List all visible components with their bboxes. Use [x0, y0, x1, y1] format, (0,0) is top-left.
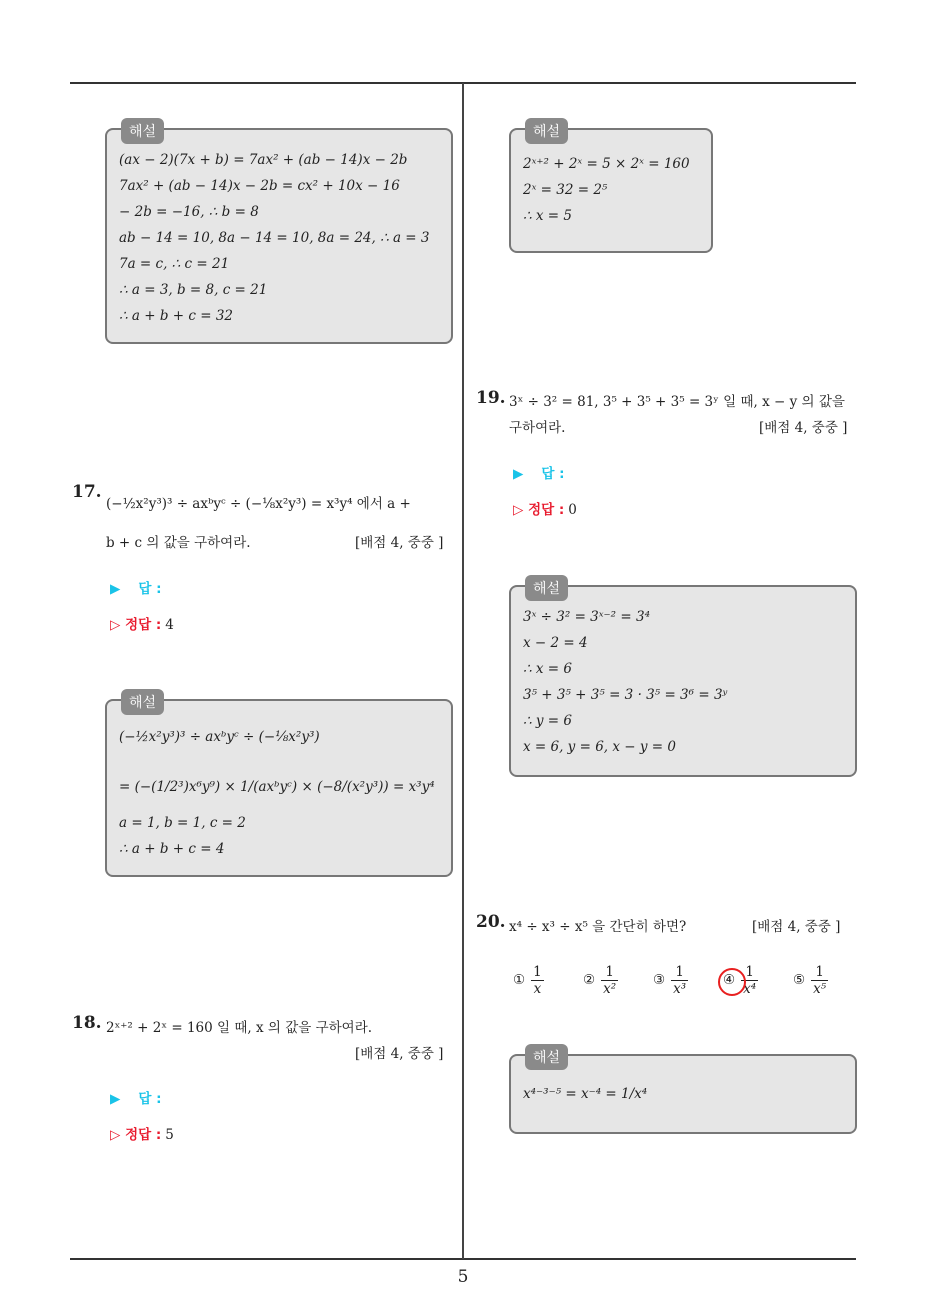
correct-value: 5	[165, 1127, 174, 1143]
page-number: 5	[457, 1267, 469, 1287]
choice-mark: ②	[583, 972, 596, 988]
solution-line: a = 1, b = 1, c = 2	[119, 815, 246, 831]
solution-box-16	[105, 124, 453, 344]
solution-line: 2ˣ = 32 = 2⁵	[523, 182, 608, 198]
fraction-denominator: x	[533, 981, 542, 997]
solution-line: = (−(1/2³)x⁶y⁹) × 1/(axᵇyᶜ) × (−8/(x²y³)) = x³y⁴	[119, 779, 435, 795]
correct-label: 정답 :	[125, 617, 162, 633]
solution-line: 7ax² + (ab − 14)x − 2b = cx² + 10x − 16	[119, 178, 400, 194]
choice-mark: ①	[513, 972, 526, 988]
fraction-denominator: x⁵	[813, 981, 827, 997]
fraction-numerator: 1	[533, 964, 542, 980]
question-points: [배점 4, 중중 ]	[752, 919, 841, 935]
solution-line: ∴ x = 6	[523, 661, 572, 677]
question-text: 3ˣ ÷ 3² = 81, 3⁵ + 3⁵ + 3⁵ = 3ʸ 일 때, x − y 의 값을	[509, 394, 845, 410]
solution-box-17	[105, 695, 453, 877]
solution-line: 2ˣ⁺² + 2ˣ = 5 × 2ˣ = 160	[523, 156, 690, 172]
fraction-denominator: x⁴	[743, 981, 757, 997]
choice-5[interactable]	[793, 964, 828, 997]
fraction-numerator: 1	[741, 964, 758, 981]
question-text: 구하여라.	[509, 420, 566, 436]
question-number: 18.	[72, 1013, 102, 1033]
solution-tag: 해설	[121, 118, 164, 144]
question-text: 2ˣ⁺² + 2ˣ = 160 일 때, x 의 값을 구하여라.	[106, 1020, 373, 1036]
correct-value: 4	[165, 617, 174, 633]
solution-line: x = 6, y = 6, x − y = 0	[523, 739, 676, 755]
question-text: x⁴ ÷ x³ ÷ x⁵ 을 간단히 하면?	[509, 919, 687, 935]
solution-line: ∴ a + b + c = 4	[119, 841, 225, 857]
answer-label: 답 :	[138, 1091, 162, 1107]
solution-line: ∴ y = 6	[523, 713, 572, 729]
correct-value: 0	[568, 502, 577, 518]
correct-label: 정답 :	[125, 1127, 162, 1143]
solution-line: ∴ a = 3, b = 8, c = 21	[119, 282, 268, 298]
solution-line: 7a = c, ∴ c = 21	[119, 256, 230, 272]
question-text: (−½x²y³)³ ÷ axᵇyᶜ ÷ (−⅛x²y³) = x³y⁴ 에서 a +	[106, 496, 411, 512]
question-points: [배점 4, 중중 ]	[355, 1046, 444, 1062]
fraction-numerator: 1	[671, 964, 688, 981]
triangle-outline-icon: ▷	[513, 502, 529, 518]
answer-row	[513, 462, 565, 482]
choice-mark: ③	[653, 972, 666, 988]
solution-line: (ax − 2)(7x + b) = 7ax² + (ab − 14)x − 2b	[119, 152, 408, 168]
choice-fraction	[601, 964, 618, 997]
fraction-numerator: 1	[811, 964, 828, 981]
choice-mark: ④	[723, 972, 736, 988]
correct-answer-row	[110, 1123, 174, 1143]
solution-line: 3ˣ ÷ 3² = 3ˣ⁻² = 3⁴	[523, 609, 650, 625]
solution-tag: 해설	[121, 689, 164, 715]
solution-box-19	[509, 581, 857, 777]
solution-line: (−½x²y³)³ ÷ axᵇyᶜ ÷ (−⅛x²y³)	[119, 729, 320, 745]
answer-row	[110, 1087, 162, 1107]
solution-line: ∴ a + b + c = 32	[119, 308, 233, 324]
correct-choice-circle	[718, 968, 746, 996]
play-icon: ▶	[110, 1091, 121, 1107]
solution-tag: 해설	[525, 575, 568, 601]
fraction-numerator: 1	[601, 964, 618, 981]
solution-line: x⁴⁻³⁻⁵ = x⁻⁴ = 1/x⁴	[523, 1086, 648, 1102]
choice-mark: ⑤	[793, 972, 806, 988]
question-number: 19.	[476, 388, 506, 408]
column-divider	[462, 83, 464, 1259]
choice-fraction	[811, 964, 828, 997]
solution-box-18	[509, 124, 713, 253]
solution-line: − 2b = −16, ∴ b = 8	[119, 204, 259, 220]
choice-1[interactable]	[513, 964, 544, 997]
correct-answer-row	[110, 613, 174, 633]
solution-line: ab − 14 = 10, 8a − 14 = 10, 8a = 24, ∴ a = 3	[119, 230, 430, 246]
question-number: 17.	[72, 482, 102, 502]
answer-row	[110, 577, 162, 597]
solution-tag: 해설	[525, 1044, 568, 1070]
choice-3[interactable]	[653, 964, 688, 997]
solution-line: 3⁵ + 3⁵ + 3⁵ = 3 · 3⁵ = 3⁶ = 3ʸ	[523, 687, 728, 703]
question-number: 20.	[476, 912, 506, 932]
answer-label: 답 :	[541, 466, 565, 482]
choice-2[interactable]	[583, 964, 618, 997]
choice-fraction	[671, 964, 688, 997]
question-points: [배점 4, 중중 ]	[355, 535, 444, 551]
fraction-denominator: x³	[673, 981, 687, 997]
correct-answer-row	[513, 498, 577, 518]
answer-label: 답 :	[138, 581, 162, 597]
solution-tag: 해설	[525, 118, 568, 144]
choice-fraction	[531, 964, 544, 997]
solution-box-20	[509, 1050, 857, 1134]
play-icon: ▶	[110, 581, 121, 597]
question-points: [배점 4, 중중 ]	[759, 420, 848, 436]
solution-line: ∴ x = 5	[523, 208, 572, 224]
triangle-outline-icon: ▷	[110, 617, 126, 633]
solution-line: x − 2 = 4	[523, 635, 588, 651]
fraction-denominator: x²	[603, 981, 617, 997]
play-icon: ▶	[513, 466, 524, 482]
correct-label: 정답 :	[528, 502, 565, 518]
question-text: b + c 의 값을 구하여라.	[106, 535, 251, 551]
triangle-outline-icon: ▷	[110, 1127, 126, 1143]
